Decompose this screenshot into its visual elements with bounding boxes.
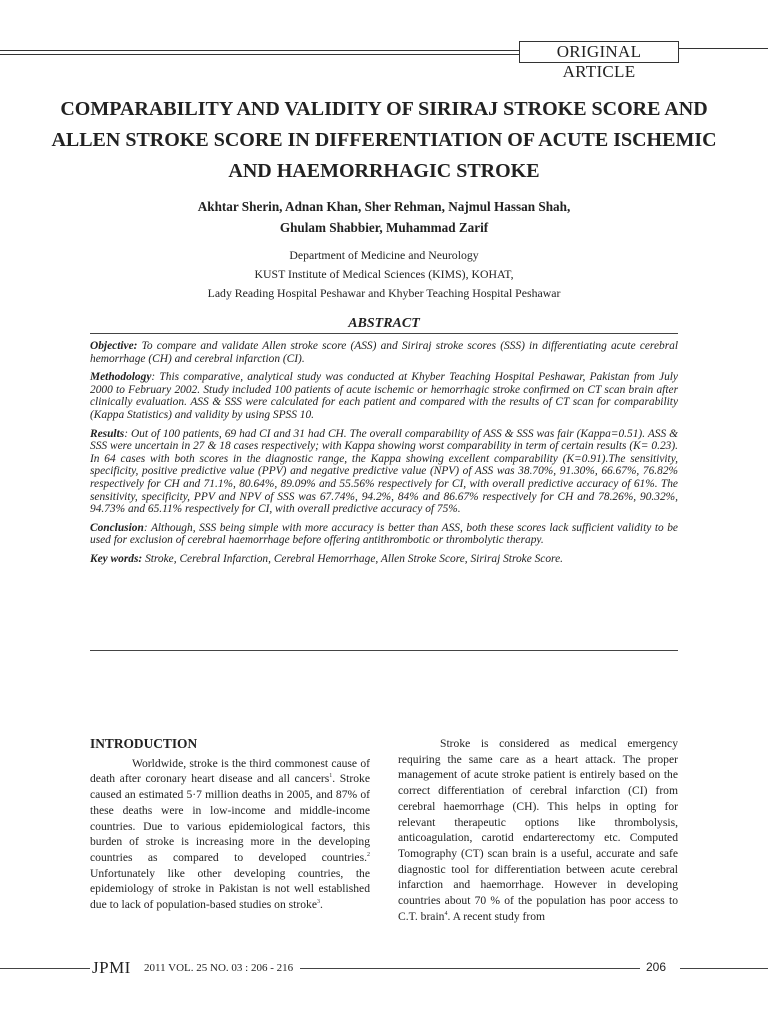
objective-text: To compare and validate Allen stroke score (ASS) and Siriraj stroke scores (SSS) in differentiating acute cerebral hemorrhage (CH) and cerebral infarction (CI). [90, 340, 678, 365]
abstract-conclusion [90, 522, 678, 547]
right-text-2: . A recent study from [447, 909, 546, 923]
abstract-rule-top [90, 333, 678, 334]
footer-rule-middle [300, 968, 640, 969]
abstract-heading: ABSTRACT [348, 316, 420, 331]
header-rule-right [679, 48, 768, 49]
conclusion-text: : Although, SSS being simple with more accuracy is better than ASS, both these scores lack sufficient validity to be used for exclusion of cerebral haemorrhage before offering antithrombotic or thrombolytic therapy. [90, 521, 678, 547]
header-rule-secondary [0, 54, 520, 55]
right-text-1: Stroke is considered as medical emergency requiring the same care as a heart attack. The proper management of acute stroke patient is entirely based on the correct differentiation of cerebral infarction (CI) from cerebral haemorrhage (CH). This helps in opting for relevant therapeutic options like thrombolysis, anticoagulation, carotid endarterectomy etc. Computed Tomography (CT) scan brain is a useful, accurate and safe diagnostic tool for differentiation between acute cerebral infarction and haemorrhage. However in developing countries about 70 % of the population has poor access to C.T. brain [398, 737, 678, 923]
keywords-text: Stroke, Cerebral Infarction, Cerebral Hemorrhage, Allen Stroke Score, Siriraj Stroke Score. [142, 552, 563, 565]
abstract-methodology [90, 371, 678, 421]
citation-2: 2 [367, 852, 370, 859]
citation-1: 1 [329, 773, 333, 780]
methodology-label: Methodology [90, 371, 152, 384]
abstract-body [90, 340, 678, 572]
abstract-keywords [90, 553, 678, 566]
intro-text-3: Unfortunately like other developing countries, the epidemiology of stroke in Pakistan is not well established due to lack of population-based studies on stroke [90, 866, 370, 912]
article-type-badge: ORIGINAL ARTICLE [519, 41, 679, 63]
abstract-results [90, 428, 678, 516]
citation-3: 3 [317, 899, 320, 906]
intro-text-2: . Stroke caused an estimated 5·7 million deaths in 2005, and 87% of these deaths were in low-income and middle-income countries. Due to various epidemiological factors, this burden of stroke is increasing more in the developing countries as compared to developed countries. [90, 772, 371, 864]
affiliation-line-2: KUST Institute of Medical Sciences (KIMS), KOHAT, [254, 267, 514, 281]
article-title: COMPARABILITY AND VALIDITY OF SIRIRAJ STROKE SCORE AND ALLEN STROKE SCORE IN DIFFERENTIATION OF ACUTE ISCHEMIC AND HAEMORRHAGIC STROKE [51, 98, 717, 182]
introduction-heading: INTRODUCTION [90, 736, 198, 751]
intro-text-4: . [320, 898, 323, 912]
page-number: 206 [646, 960, 667, 974]
abstract-rule-bottom [90, 650, 678, 651]
right-column-paragraph [398, 736, 678, 924]
affiliation-line-3: Lady Reading Hospital Peshawar and Khyber Teaching Hospital Peshawar [207, 286, 561, 300]
body-column-right [398, 736, 678, 924]
footer-journal-name: JPMI [92, 958, 131, 977]
keywords-label: Key words: [90, 552, 143, 565]
methodology-text: : This comparative, analytical study was conducted at Khyber Teaching Hospital Peshawar, Pakistan from July 2000 to February 2002. Study included 100 patients of acute ischemic or hemorrhagic stroke confirmed on CT scan brain after clinically evaluation. ASS & SSS were calculated for each patient and compared with the results of CT scan for comparability (Kappa Statistics) and validity by using SPSS 10. [90, 371, 678, 421]
intro-text-1: Worldwide, stroke is the third commonest cause of death after coronary heart disease and all cancers [90, 756, 370, 786]
abstract-objective [90, 340, 678, 365]
results-label: Results [90, 427, 125, 440]
body-column-left [90, 736, 370, 913]
authors-line-2: Ghulam Shabbier, Muhammad Zarif [279, 220, 489, 235]
conclusion-label: Conclusion [90, 521, 144, 534]
affiliation [90, 246, 678, 303]
footer-issue: 2011 VOL. 25 NO. 03 : 206 - 216 [144, 962, 294, 974]
header-rule [0, 50, 520, 51]
objective-label: Objective: [90, 340, 138, 352]
authors-line-1: Akhtar Sherin, Adnan Khan, Sher Rehman, Najmul Hassan Shah, [197, 199, 571, 214]
citation-4: 4 [444, 910, 448, 917]
affiliation-line-1: Department of Medicine and Neurology [289, 248, 479, 262]
footer-rule-left [0, 968, 90, 969]
authors [90, 196, 678, 238]
footer-rule-right [680, 968, 768, 969]
introduction-paragraph [90, 756, 370, 913]
results-text: : Out of 100 patients, 69 had CI and 31 had CH. The overall comparability of ASS & SSS was fair (Kappa=0.51). ASS & SSS were uncertain in 27 & 18 cases respectively; with Kappa showing worst comparability in term of certain results (K= 0.23). In 64 cases with both scores in the diagnostic range, the Kappa showing excellent comparability (K=0.91).The sensitivity, specificity, positive predictive value (PPV) and negative predictive value (NPV) of ASS was 38.70%, 91.30%, 66.67%, 76.82% respectively for CH and 71.1%, 80.64%, 89.09% and 55.56% respectively for CI, with overall predictive accuracy of 61%. The sensitivity, specificity, PPV and NPV of SSS was 67.74%, 94.2%, 84% and 86.67% respectively for CH and 78.26%, 90.32%, 94.73% and 65.11% respectively for CI, with overall predictive accuracy of 75%. [90, 427, 678, 516]
